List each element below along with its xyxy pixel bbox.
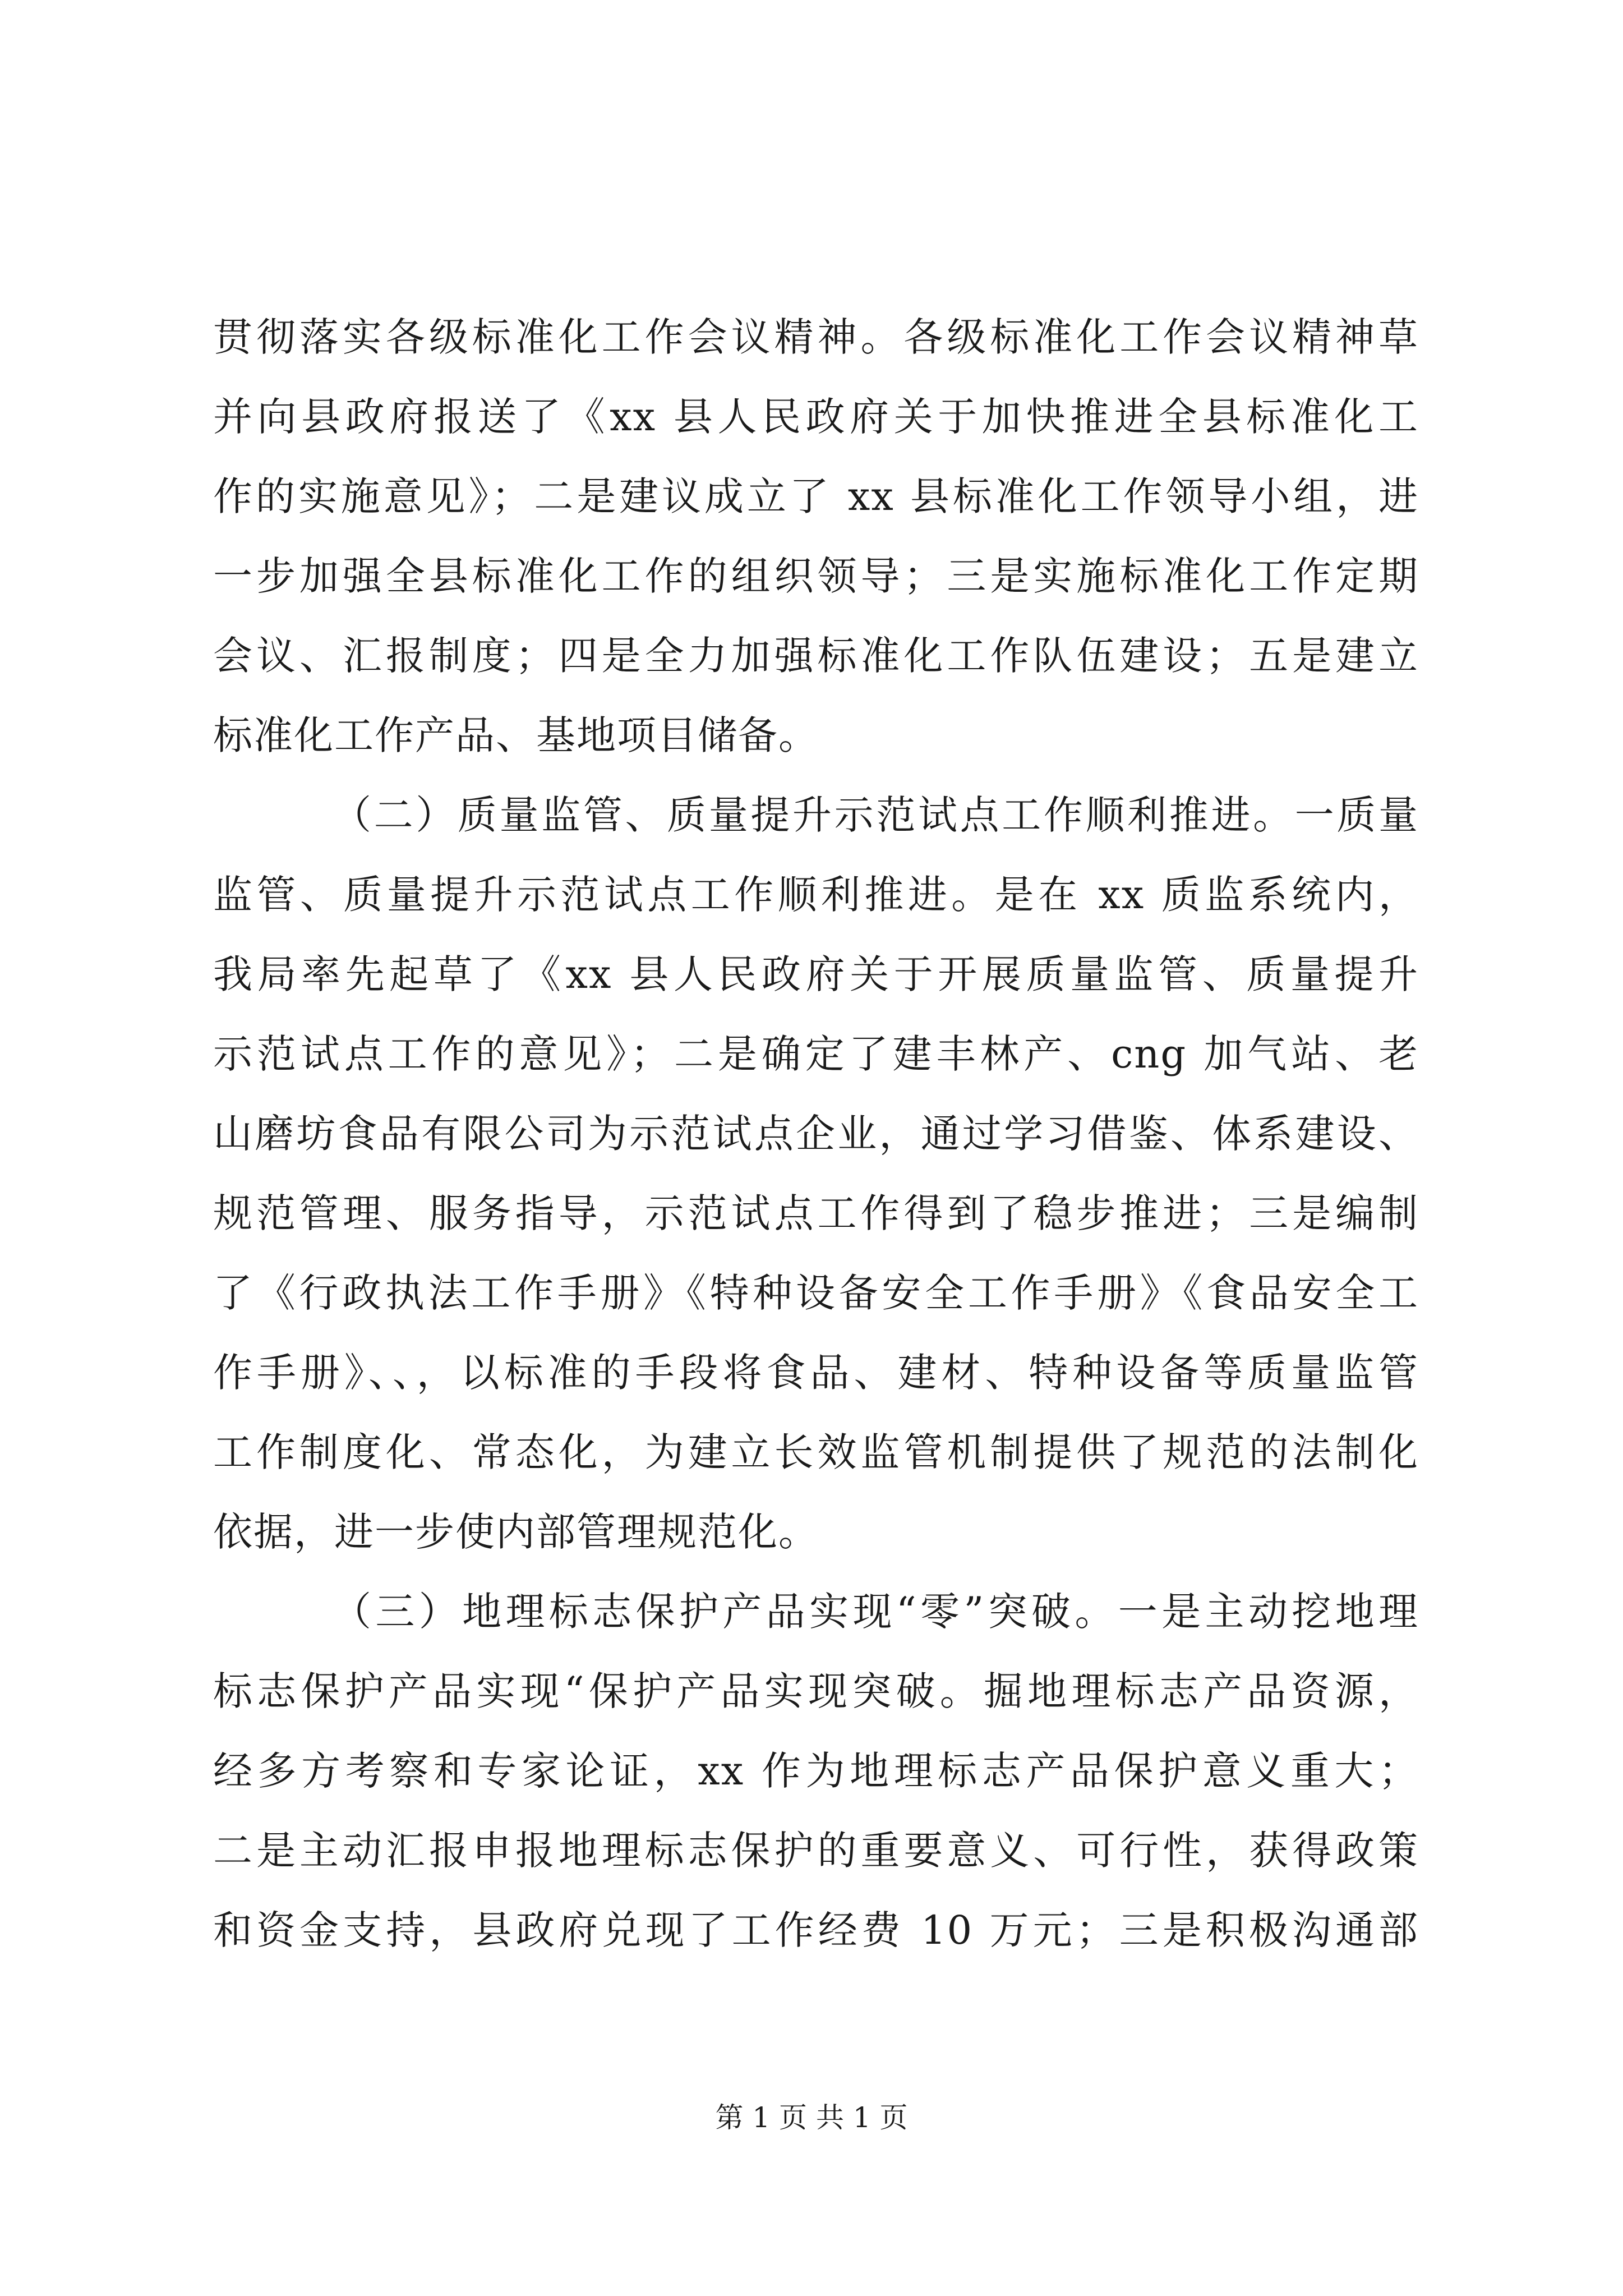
text-line: 示范试点工作的意见》；二是确定了建丰林产、cng 加气站、老 (213, 1031, 1419, 1077)
text-line: 二是主动汇报申报地理标志保护的重要意义、可行性，获得政策 (213, 1828, 1419, 1874)
page-footer (0, 2098, 1623, 2137)
text-line: 了《行政执法工作手册》《特种设备安全工作手册》《食品安全工 (213, 1270, 1419, 1316)
text-line: 经多方考察和专家论证，xx 作为地理标志产品保护意义重大； (213, 1748, 1419, 1794)
paragraph-start-line: （二）质量监管、质量提升示范试点工作顺利推进。一质量 (332, 792, 1419, 838)
text-line: 作的实施意见》；二是建议成立了 xx 县标准化工作领导小组，进 (213, 473, 1419, 519)
text-line: 依据，进一步使内部管理规范化。 (213, 1509, 819, 1555)
paragraph-start-line: （三）地理标志保护产品实现“零”突破。一是主动挖地理 (332, 1589, 1419, 1635)
page-number-label: 第 1 页 共 1 页 (715, 2101, 908, 2134)
text-line: 工作制度化、常态化，为建立长效监管机制提供了规范的法制化 (213, 1429, 1419, 1475)
text-line: 作手册》、、，以标准的手段将食品、建材、特种设备等质量监管 (213, 1350, 1419, 1396)
text-line: 我局率先起草了《xx 县人民政府关于开展质量监管、质量提升 (213, 951, 1419, 997)
text-line: 标志保护产品实现“保护产品实现突破。掘地理标志产品资源， (213, 1668, 1419, 1714)
text-line: 山磨坊食品有限公司为示范试点企业，通过学习借鉴、体系建设、 (213, 1111, 1419, 1157)
text-line: 贯彻落实各级标准化工作会议精神。各级标准化工作会议精神草 (213, 314, 1419, 360)
text-line: 会议、汇报制度；四是全力加强标准化工作队伍建设；五是建立 (213, 633, 1419, 679)
text-line: 规范管理、服务指导，示范试点工作得到了稳步推进；三是编制 (213, 1190, 1419, 1236)
text-line: 监管、质量提升示范试点工作顺利推进。是在 xx 质监系统内， (213, 872, 1419, 918)
text-line: 标准化工作产品、基地项目储备。 (213, 712, 819, 758)
text-line: 和资金支持，县政府兑现了工作经费 10 万元；三是积极沟通部 (213, 1907, 1419, 1953)
text-line: 并向县政府报送了《xx 县人民政府关于加快推进全县标准化工 (213, 394, 1419, 440)
text-line: 一步加强全县标准化工作的组织领导；三是实施标准化工作定期 (213, 553, 1419, 599)
document-body (213, 297, 1419, 1970)
